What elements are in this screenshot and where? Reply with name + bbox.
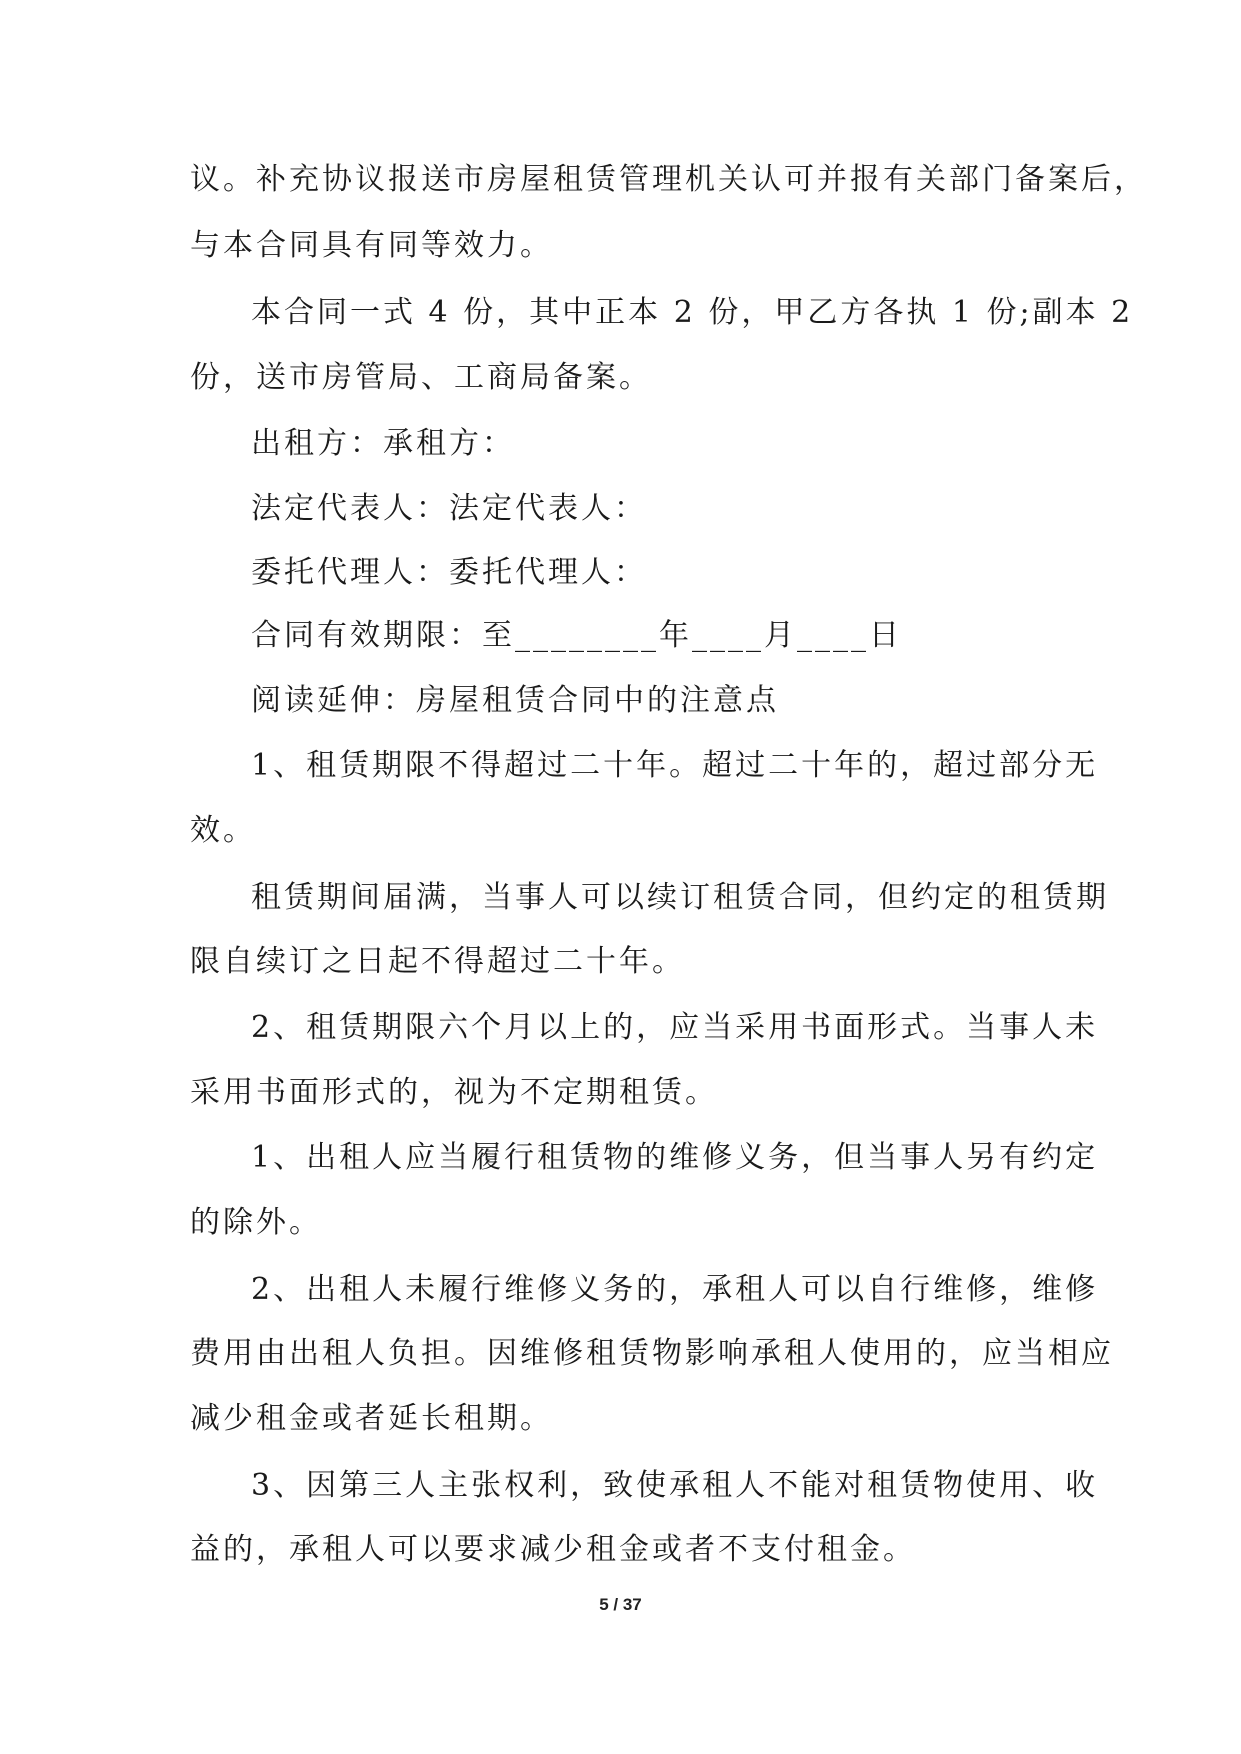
text-line: 的除外。 — [190, 1205, 322, 1240]
text-line: 2、出租人未履行维修义务的，承租人可以自行维修，维修 — [251, 1272, 1099, 1307]
text-line: 合同有效期限：至________年____月____日 — [251, 618, 902, 653]
page-number: 5 / 37 — [599, 1595, 642, 1614]
text-line: 出租方：承租方： — [251, 426, 515, 461]
text-line: 采用书面形式的，视为不定期租赁。 — [190, 1075, 718, 1110]
text-line: 1、出租人应当履行租赁物的维修义务，但当事人另有约定 — [251, 1140, 1099, 1175]
text-line: 3、因第三人主张权利，致使承租人不能对租赁物使用、收 — [251, 1468, 1099, 1503]
text-line: 减少租金或者延长租期。 — [190, 1401, 553, 1436]
text-line: 效。 — [190, 813, 256, 848]
text-line: 议。补充协议报送市房屋租赁管理机关认可并报有关部门备案后， — [190, 162, 1147, 197]
text-line: 2、租赁期限六个月以上的，应当采用书面形式。当事人未 — [251, 1010, 1099, 1045]
text-line: 本合同一式 4 份，其中正本 2 份，甲乙方各执 1 份;副本 2 — [251, 295, 1134, 330]
text-line: 益的，承租人可以要求减少租金或者不支付租金。 — [190, 1532, 916, 1567]
text-line: 费用由出租人负担。因维修租赁物影响承租人使用的，应当相应 — [190, 1336, 1114, 1371]
text-line: 限自续订之日起不得超过二十年。 — [190, 944, 685, 979]
text-line: 租赁期间届满，当事人可以续订租赁合同，但约定的租赁期 — [251, 880, 1109, 915]
text-line: 法定代表人：法定代表人： — [251, 491, 647, 526]
text-line: 阅读延伸：房屋租赁合同中的注意点 — [251, 683, 779, 718]
text-line: 1、租赁期限不得超过二十年。超过二十年的，超过部分无 — [251, 748, 1099, 783]
text-line: 份，送市房管局、工商局备案。 — [190, 360, 652, 395]
text-line: 与本合同具有同等效力。 — [190, 228, 553, 263]
text-line: 委托代理人：委托代理人： — [251, 555, 647, 590]
